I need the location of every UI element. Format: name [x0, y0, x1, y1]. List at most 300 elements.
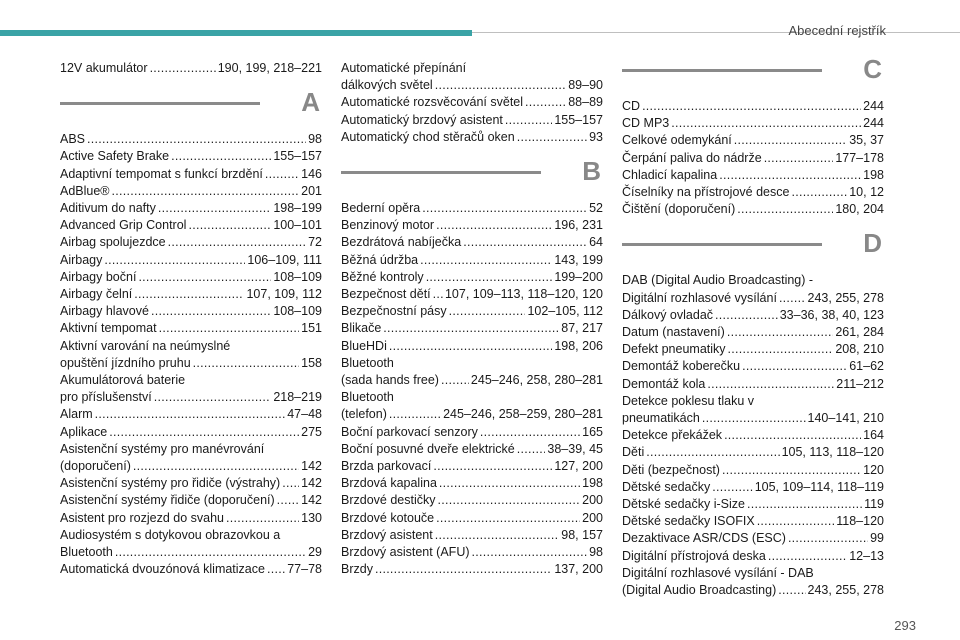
page-refs: 35, 37 — [849, 133, 884, 148]
index-term: Běžné kontroly — [341, 269, 424, 284]
index-entry-row — [341, 303, 603, 320]
leader-dots — [435, 77, 567, 94]
index-entry — [60, 60, 322, 77]
leader-dots — [171, 148, 271, 165]
index-term: pneumatikách — [622, 411, 700, 426]
index-entry-row — [60, 406, 322, 423]
index-entry — [622, 496, 884, 513]
index-entry-row — [622, 150, 884, 167]
leader-dots — [778, 582, 805, 599]
index-term: Brzdy — [341, 562, 373, 577]
page-refs: 29 — [308, 545, 322, 560]
page-refs: 199–200 — [554, 269, 603, 284]
index-entry — [341, 458, 603, 475]
index-entry — [622, 444, 884, 461]
page-refs: 143, 199 — [554, 252, 603, 267]
index-entry — [60, 338, 322, 372]
index-term: Datum (nastavení) — [622, 325, 725, 340]
page-refs: 105, 109–114, 118–119 — [754, 479, 884, 494]
index-entry-row — [622, 98, 884, 115]
index-entry-heading: Automatické přepínání — [341, 61, 467, 75]
index-term: Adaptivní tempomat s funkcí brzdění — [60, 166, 263, 181]
leader-dots — [168, 234, 306, 251]
index-entry-heading: Asistenční systémy pro manévrování — [60, 441, 265, 456]
index-entry — [60, 234, 322, 251]
index-entry — [622, 324, 884, 341]
index-entry — [622, 427, 884, 444]
index-term: ABS — [60, 132, 86, 147]
page-refs: 275 — [301, 424, 322, 439]
leader-dots — [433, 286, 443, 303]
index-entry-row — [60, 492, 322, 509]
section-header — [622, 54, 884, 96]
index-term: Automatické rozsvěcování světel — [341, 95, 524, 110]
index-entry-row — [60, 234, 322, 251]
index-entry — [341, 527, 603, 544]
index-term: Aktivní tempomat — [60, 321, 157, 336]
page-refs: 118–120 — [836, 514, 884, 529]
leader-dots — [779, 290, 806, 307]
leader-dots — [707, 376, 834, 393]
leader-dots — [150, 60, 216, 77]
index-entry — [60, 131, 322, 148]
section-rule — [622, 243, 822, 246]
index-term: Blikače — [341, 321, 382, 336]
index-entry-row — [622, 376, 884, 393]
page-refs: 198, 206 — [554, 338, 603, 353]
leader-dots — [133, 458, 299, 475]
leader-dots — [375, 561, 552, 578]
index-entry-row — [341, 424, 603, 441]
index-entry — [341, 303, 603, 320]
index-term: Aplikace — [60, 424, 108, 439]
index-term: Demontáž koberečku — [622, 359, 741, 374]
page-refs: 10, 12 — [849, 185, 884, 200]
index-entry — [622, 358, 884, 375]
index-column-3 — [622, 54, 884, 599]
index-term: Celkové odemykání — [622, 133, 732, 148]
index-entry-row — [622, 462, 884, 479]
page-refs: 87, 217 — [561, 321, 603, 336]
index-column-2 — [341, 60, 603, 578]
index-entry — [60, 492, 322, 509]
index-entry — [622, 98, 884, 115]
page-refs: 146 — [301, 166, 322, 181]
page-refs: 105, 113, 118–120 — [781, 445, 884, 460]
index-entry — [60, 320, 322, 337]
leader-dots — [138, 269, 271, 286]
index-entry-row — [341, 510, 603, 527]
index-term: Děti — [622, 445, 645, 460]
index-entry-row — [341, 217, 603, 234]
page-refs: 155–157 — [554, 112, 603, 127]
index-entry — [60, 424, 322, 441]
page-refs: 100–101 — [273, 218, 322, 233]
index-entry-row — [622, 479, 884, 496]
leader-dots — [719, 167, 861, 184]
index-term: Airbagy — [60, 252, 103, 267]
index-term: Airbagy boční — [60, 269, 137, 284]
index-entry-row — [60, 252, 322, 269]
leader-dots — [267, 561, 285, 578]
index-entry — [341, 492, 603, 509]
leader-dots — [87, 131, 306, 148]
index-term: opuštění jízdního pruhu — [60, 355, 191, 370]
index-entry-heading: Detekce poklesu tlaku v — [622, 393, 755, 408]
index-entry-row — [341, 527, 603, 544]
index-term: (doporučení) — [60, 459, 131, 474]
index-entry-row — [622, 115, 884, 132]
page-refs: 108–109 — [273, 269, 322, 284]
page-refs: 88–89 — [568, 95, 603, 110]
leader-dots — [702, 410, 806, 427]
index-term: Digitální přístrojová deska — [622, 548, 766, 563]
index-term: Aditivum do nafty — [60, 201, 156, 216]
index-entry-row — [622, 427, 884, 444]
index-term: (sada hands free) — [341, 373, 439, 388]
leader-dots — [642, 98, 861, 115]
leader-dots — [389, 338, 552, 355]
index-term: Dětské sedačky ISOFIX — [622, 514, 755, 529]
leader-dots — [115, 544, 306, 561]
index-entry-row — [60, 355, 322, 372]
page-refs: 196, 231 — [554, 218, 603, 233]
index-entry — [622, 548, 884, 565]
page-number: 293 — [894, 618, 916, 633]
index-entry-row — [60, 148, 322, 165]
page-refs: 245–246, 258–259, 280–281 — [443, 407, 603, 422]
index-term: Defekt pneumatiky — [622, 342, 726, 357]
index-entry — [60, 510, 322, 527]
index-entry-row — [60, 389, 322, 406]
page-refs: 142 — [301, 459, 322, 474]
page-refs: 120 — [863, 462, 884, 477]
index-entry-row — [622, 341, 884, 358]
index-entry — [60, 527, 322, 561]
index-entry-heading: Audiosystém s dotykovou obrazovkou a — [60, 527, 281, 542]
index-entry — [622, 184, 884, 201]
leader-dots — [646, 444, 779, 461]
index-entry — [622, 201, 884, 218]
leader-dots — [112, 183, 300, 200]
index-entry — [622, 115, 884, 132]
index-entry-row — [341, 286, 603, 303]
leader-dots — [104, 252, 245, 269]
page-refs: 244 — [863, 99, 884, 113]
index-term: Automatický brzdový asistent — [341, 112, 503, 127]
index-term: Brzda parkovací — [341, 459, 432, 474]
index-term: Bezdrátová nabíječka — [341, 235, 462, 250]
index-entry-row — [60, 269, 322, 286]
index-entry-row — [341, 112, 603, 129]
index-entry — [341, 200, 603, 217]
index-entry — [341, 60, 603, 94]
leader-dots — [764, 150, 834, 167]
index-term: dálkových světel — [341, 78, 433, 93]
page-refs: 130 — [301, 510, 322, 525]
index-entry-row — [341, 94, 603, 111]
index-entry-row — [60, 424, 322, 441]
index-entry — [622, 150, 884, 167]
index-term: Brzdové destičky — [341, 493, 436, 508]
index-term: Chladicí kapalina — [622, 167, 718, 182]
index-entry-row — [341, 77, 603, 94]
leader-dots — [151, 303, 271, 320]
index-entry-row — [341, 320, 603, 337]
page-refs: 98, 157 — [561, 527, 603, 542]
index-term: Bederní opěra — [341, 201, 421, 216]
page-refs: 243, 255, 278 — [807, 290, 884, 305]
index-term: Active Safety Brake — [60, 149, 170, 164]
page-refs: 98 — [308, 132, 322, 147]
page-refs: 107, 109–113, 118–120, 120 — [444, 287, 603, 302]
index-term: Advanced Grip Control — [60, 218, 187, 233]
leader-dots — [422, 200, 587, 217]
index-entry — [60, 441, 322, 475]
index-term: Čerpání paliva do nádrže — [622, 150, 762, 165]
page-refs: 102–105, 112 — [527, 304, 603, 319]
index-entry — [341, 94, 603, 111]
index-term: Brzdový asistent (AFU) — [341, 545, 470, 560]
index-term: CD MP3 — [622, 116, 670, 131]
leader-dots — [768, 548, 847, 565]
leader-dots — [788, 530, 868, 547]
page-refs: 200 — [582, 510, 603, 525]
index-term: Boční parkovací senzory — [341, 424, 478, 439]
index-entry — [622, 462, 884, 479]
index-term: Automatická dvouzónová klimatizace — [60, 562, 265, 577]
index-entry — [60, 200, 322, 217]
page-refs: 142 — [301, 476, 322, 491]
page-refs: 77–78 — [287, 562, 322, 577]
leader-dots — [449, 303, 526, 320]
leader-dots — [525, 94, 566, 111]
index-entry-row — [341, 561, 603, 578]
leader-dots — [188, 217, 271, 234]
leader-dots — [757, 513, 835, 530]
page-refs: 12–13 — [849, 548, 884, 563]
index-term: 12V akumulátor — [60, 61, 148, 75]
page-refs: 33–36, 38, 40, 123 — [779, 307, 884, 322]
leader-dots — [671, 115, 861, 132]
index-entry-row — [622, 513, 884, 530]
index-entry-row — [622, 582, 884, 599]
index-term: Děti (bezpečnost) — [622, 462, 720, 477]
page-refs: 119 — [864, 497, 884, 512]
index-term: CD — [622, 99, 641, 113]
section-header — [60, 87, 322, 129]
index-entry — [341, 441, 603, 458]
leader-dots — [436, 217, 552, 234]
page-refs: 190, 199, 218–221 — [217, 61, 322, 75]
leader-dots — [734, 132, 847, 149]
index-term: Automatický chod stěračů oken — [341, 129, 515, 144]
index-entry — [341, 561, 603, 578]
index-column-1 — [60, 60, 322, 578]
index-entry-row — [622, 548, 884, 565]
leader-dots — [517, 441, 546, 458]
index-entry-row — [622, 444, 884, 461]
index-entry-row — [341, 475, 603, 492]
index-entry-row — [341, 458, 603, 475]
page-refs: 127, 200 — [554, 459, 603, 474]
index-entry-row — [622, 530, 884, 547]
page-refs: 98 — [589, 545, 603, 560]
leader-dots — [193, 355, 299, 372]
index-entry — [622, 530, 884, 547]
index-term: Detekce překážek — [622, 428, 723, 443]
index-term: Dětské sedačky i-Size — [622, 497, 745, 512]
index-term: Digitální rozhlasové vysílání — [622, 290, 777, 305]
leader-dots — [435, 527, 560, 544]
leader-dots — [383, 320, 559, 337]
index-entry — [341, 112, 603, 129]
index-entry-heading: Bluetooth — [341, 390, 394, 405]
page-refs: 155–157 — [273, 149, 322, 164]
section-letter: D — [863, 228, 882, 259]
page-refs: 198 — [582, 476, 603, 491]
index-entry-row — [60, 131, 322, 148]
index-term: Alarm — [60, 407, 93, 422]
leader-dots — [159, 320, 300, 337]
index-term: pro příslušenství — [60, 390, 152, 405]
leader-dots — [712, 479, 752, 496]
page-refs: 165 — [582, 424, 603, 439]
index-entry — [622, 341, 884, 358]
index-entry — [341, 475, 603, 492]
page-refs: 107, 109, 112 — [246, 287, 322, 302]
index-entry — [60, 166, 322, 183]
index-entry-row — [60, 166, 322, 183]
index-entry-row — [622, 496, 884, 513]
index-term: Čištění (doporučení) — [622, 202, 736, 217]
index-entry — [341, 217, 603, 234]
index-entry — [341, 252, 603, 269]
index-entry-row — [622, 201, 884, 218]
page-refs: 158 — [301, 355, 322, 370]
page-refs: 89–90 — [568, 78, 603, 93]
leader-dots — [277, 492, 299, 509]
index-entry-row — [341, 372, 603, 389]
page-refs: 243, 255, 278 — [807, 583, 884, 598]
index-entry-row — [622, 358, 884, 375]
index-entry — [341, 338, 603, 355]
index-term: Airbagy čelní — [60, 287, 133, 302]
index-entry — [60, 269, 322, 286]
index-term: Demontáž kola — [622, 376, 706, 391]
index-entry-row — [622, 410, 884, 427]
index-entry-row — [60, 183, 322, 200]
index-entry — [60, 148, 322, 165]
index-entry-row — [341, 200, 603, 217]
index-entry — [60, 217, 322, 234]
index-entry-row — [60, 544, 322, 561]
index-term: Asistenční systémy řidiče (doporučení) — [60, 493, 275, 508]
page-refs: 211–212 — [836, 376, 884, 391]
section-letter: C — [863, 54, 882, 84]
index-entry-heading: Akumulátorová baterie — [60, 373, 186, 388]
page-refs: 180, 204 — [835, 202, 884, 217]
index-entry-row — [341, 234, 603, 251]
index-term: BlueHDi — [341, 338, 387, 353]
section-rule — [622, 69, 822, 72]
page-refs: 140–141, 210 — [807, 411, 884, 426]
index-entry — [622, 393, 884, 427]
index-term: Airbag spolujezdce — [60, 235, 166, 250]
index-entry-row — [60, 320, 322, 337]
leader-dots — [436, 510, 580, 527]
index-entry — [60, 252, 322, 269]
index-term: Benzinový motor — [341, 218, 435, 233]
index-term: Dětské sedačky — [622, 479, 711, 494]
index-entry-row — [60, 200, 322, 217]
page-refs: 61–62 — [849, 359, 884, 374]
index-entry — [341, 129, 603, 146]
leader-dots — [517, 129, 587, 146]
index-term: Airbagy hlavové — [60, 304, 149, 319]
index-entry-row — [60, 286, 322, 303]
index-entry-row — [341, 406, 603, 423]
index-entry — [341, 286, 603, 303]
index-term: Číselníky na přístrojové desce — [622, 185, 790, 200]
page-refs: 99 — [870, 531, 884, 546]
leader-dots — [439, 475, 580, 492]
leader-dots — [728, 341, 834, 358]
index-term: Boční posuvné dveře elektrické — [341, 441, 515, 456]
page-refs: 200 — [582, 493, 603, 508]
leader-dots — [722, 462, 861, 479]
index-term: Asistenční systémy pro řidiče (výstrahy) — [60, 476, 281, 491]
leader-dots — [472, 544, 588, 561]
index-term: Bezpečnost dětí — [341, 287, 431, 302]
index-entry-row — [622, 324, 884, 341]
index-entry-row — [341, 441, 603, 458]
index-term: Brzdový asistent — [341, 527, 433, 542]
index-term: Dezaktivace ASR/CDS (ESC) — [622, 531, 786, 546]
header-rule — [472, 32, 960, 33]
index-entry — [60, 183, 322, 200]
index-entry-row — [60, 303, 322, 320]
leader-dots — [437, 492, 580, 509]
leader-dots — [226, 510, 299, 527]
leader-dots — [426, 269, 553, 286]
section-rule — [341, 171, 541, 174]
index-entry — [622, 272, 884, 306]
index-term: AdBlue® — [60, 183, 110, 198]
index-term: (Digital Audio Broadcasting) — [622, 583, 777, 598]
section-header — [622, 228, 884, 270]
page-refs: 198 — [863, 167, 884, 182]
index-term: Asistent pro rozjezd do svahu — [60, 510, 224, 525]
leader-dots — [737, 201, 833, 218]
index-entry-row — [622, 167, 884, 184]
page-refs: 245–246, 258, 280–281 — [470, 373, 603, 388]
index-entry-row — [341, 338, 603, 355]
page-refs: 261, 284 — [835, 325, 884, 340]
index-term: Brzdová kapalina — [341, 476, 437, 491]
index-entry-row — [622, 184, 884, 201]
leader-dots — [95, 406, 286, 423]
index-entry-row — [622, 290, 884, 307]
index-entry-row — [60, 561, 322, 578]
leader-dots — [282, 475, 299, 492]
index-entry-row — [60, 510, 322, 527]
index-term: (telefon) — [341, 407, 387, 422]
page-refs: 38–39, 45 — [547, 441, 603, 456]
page-refs: 106–109, 111 — [247, 252, 322, 267]
index-entry-row — [60, 217, 322, 234]
page-title: Abecední rejstřík — [788, 23, 886, 38]
